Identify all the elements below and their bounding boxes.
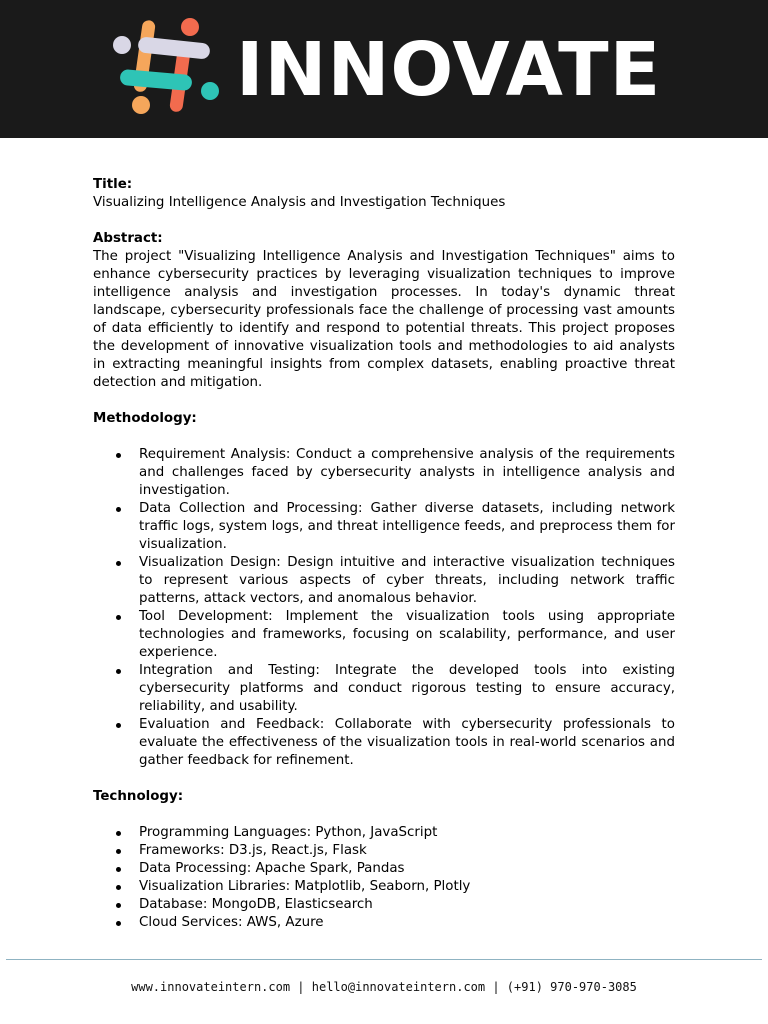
list-item: Requirement Analysis: Conduct a comprehensive analysis of the requirements and challenges faced by cybersecurity analysts in intelligence analysis and investigation. xyxy=(93,446,675,500)
methodology-list xyxy=(93,446,675,770)
innovate-logo-icon xyxy=(108,16,224,118)
title-label: Title: xyxy=(93,177,133,192)
abstract-text: The project "Visualizing Intelligence Analysis and Investigation Techniques" aims to enhance cybersecurity practices by leveraging visualization techniques to improve intelligence analysis and investigation processes. In today's dynamic threat landscape, cybersecurity professionals face the challenge of processing vast amounts of data efficiently to identify and respond to potential threats. This project proposes the development of innovative visualization tools and methodologies to aid analysts in extracting meaningful insights from complex datasets, enabling proactive threat detection and mitigation. xyxy=(93,249,675,390)
list-item: Programming Languages: Python, JavaScript xyxy=(93,824,675,842)
list-item: Data Processing: Apache Spark, Pandas xyxy=(93,860,675,878)
document-body xyxy=(93,176,675,932)
document-title: Visualizing Intelligence Analysis and Investigation Techniques xyxy=(93,195,506,210)
footer-contact: www.innovateintern.com | hello@innovateintern.com | (+91) 970-970-3085 xyxy=(131,980,637,994)
header-banner xyxy=(0,0,768,138)
list-item: Tool Development: Implement the visualization tools using appropriate technologies and frameworks, focusing on scalability, performance, and user experience. xyxy=(93,608,675,662)
list-item: Frameworks: D3.js, React.js, Flask xyxy=(93,842,675,860)
methodology-label: Methodology: xyxy=(93,411,197,426)
list-item: Cloud Services: AWS, Azure xyxy=(93,914,675,932)
list-item: Visualization Libraries: Matplotlib, Seaborn, Plotly xyxy=(93,878,675,896)
technology-list xyxy=(93,824,675,932)
footer-divider xyxy=(6,959,762,960)
list-item: Evaluation and Feedback: Collaborate with cybersecurity professionals to evaluate the effectiveness of the visualization tools in real-world scenarios and gather feedback for refinement. xyxy=(93,716,675,770)
list-item: Visualization Design: Design intuitive and interactive visualization techniques to represent various aspects of cyber threats, including network traffic patterns, attack vectors, and anomalous behavior. xyxy=(93,554,675,608)
brand-wordmark: INNOVATE xyxy=(236,27,662,113)
list-item: Data Collection and Processing: Gather diverse datasets, including network traffic logs, system logs, and threat intelligence feeds, and preprocess them for visualization. xyxy=(93,500,675,554)
list-item: Integration and Testing: Integrate the developed tools into existing cybersecurity platforms and conduct rigorous testing to ensure accuracy, reliability, and usability. xyxy=(93,662,675,716)
technology-label: Technology: xyxy=(93,789,184,804)
list-item: Database: MongoDB, Elasticsearch xyxy=(93,896,675,914)
abstract-label: Abstract: xyxy=(93,231,163,246)
